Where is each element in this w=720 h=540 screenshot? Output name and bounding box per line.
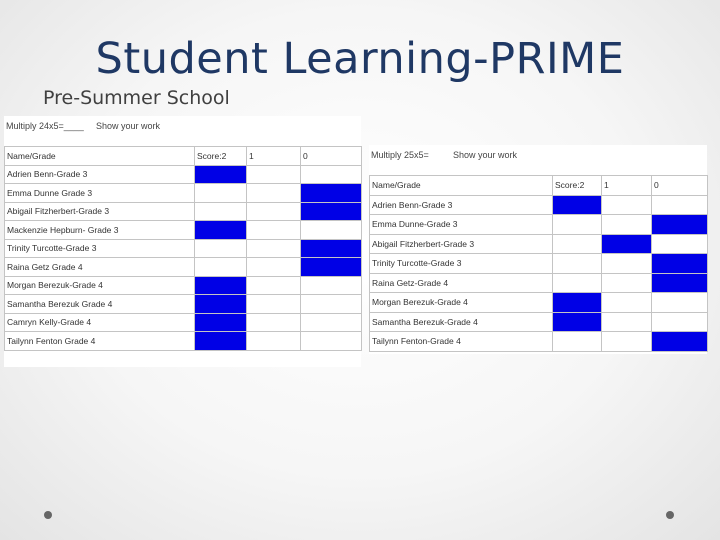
score-cell: [195, 295, 247, 314]
score-cell: [195, 276, 247, 295]
score-cell: [247, 313, 301, 332]
bullet-dot-right: [666, 511, 674, 519]
score-cell: [195, 202, 247, 221]
score-cell: [553, 293, 602, 313]
score-cell: [247, 202, 301, 221]
problem-text: Multiply 25x5=: [371, 150, 429, 160]
score-table-left: [4, 146, 362, 351]
table-row: [5, 332, 362, 351]
score-cell: [301, 239, 362, 258]
student-name: Adrien Benn-Grade 3: [5, 165, 195, 184]
student-name: Raina Getz Grade 4: [5, 258, 195, 277]
student-name: Trinity Turcotte-Grade 3: [370, 254, 553, 274]
table-row: [370, 215, 708, 235]
header-row: [5, 147, 362, 166]
score-cell: [652, 273, 708, 293]
student-name: Adrien Benn-Grade 3: [370, 195, 553, 215]
table-row: [370, 234, 708, 254]
score-cell: [195, 165, 247, 184]
table-row: [370, 312, 708, 332]
score-cell: [301, 295, 362, 314]
score-cell: [652, 195, 708, 215]
score-cell: [553, 234, 602, 254]
table-row: [370, 293, 708, 313]
score-cell: [301, 165, 362, 184]
header-row: [370, 176, 708, 196]
student-name: Abigail Fitzherbert-Grade 3: [5, 202, 195, 221]
table-row: [5, 276, 362, 295]
score-cell: [195, 332, 247, 351]
score-cell: [652, 293, 708, 313]
column-header: 1: [602, 176, 652, 196]
score-cell: [602, 234, 652, 254]
score-cell: [247, 295, 301, 314]
score-cell: [247, 165, 301, 184]
table-row: [5, 239, 362, 258]
slide-title: Student Learning-PRIME: [95, 34, 625, 84]
score-cell: [195, 313, 247, 332]
student-name: Raina Getz-Grade 4: [370, 273, 553, 293]
score-cell: [553, 312, 602, 332]
score-cell: [195, 184, 247, 203]
instruction-text: Show your work: [453, 150, 518, 160]
table-row: [370, 332, 708, 352]
score-cell: [602, 273, 652, 293]
score-cell: [301, 221, 362, 240]
student-name: Trinity Turcotte-Grade 3: [5, 239, 195, 258]
score-cell: [602, 332, 652, 352]
score-cell: [247, 184, 301, 203]
student-name: Tailynn Fenton-Grade 4: [370, 332, 553, 352]
score-cell: [195, 258, 247, 277]
score-cell: [652, 254, 708, 274]
table-row: [370, 273, 708, 293]
student-name: Morgan Berezuk-Grade 4: [5, 276, 195, 295]
score-cell: [301, 313, 362, 332]
score-cell: [602, 215, 652, 235]
score-cell: [553, 215, 602, 235]
score-cell: [602, 312, 652, 332]
score-cell: [301, 202, 362, 221]
score-cell: [247, 221, 301, 240]
sheet-prompt: [4, 116, 361, 146]
score-cell: [652, 312, 708, 332]
student-name: Tailynn Fenton Grade 4: [5, 332, 195, 351]
column-header: Name/Grade: [370, 176, 553, 196]
score-cell: [247, 239, 301, 258]
score-cell: [301, 276, 362, 295]
score-cell: [195, 239, 247, 258]
score-cell: [553, 254, 602, 274]
student-name: Emma Dunne-Grade 3: [370, 215, 553, 235]
table-row: [5, 184, 362, 203]
column-header: 0: [652, 176, 708, 196]
score-cell: [652, 332, 708, 352]
pre-test-sheet-right: [369, 145, 707, 354]
table-row: [370, 195, 708, 215]
score-cell: [553, 195, 602, 215]
student-name: Mackenzie Hepburn- Grade 3: [5, 221, 195, 240]
score-cell: [195, 221, 247, 240]
table-row: [5, 165, 362, 184]
student-name: Emma Dunne Grade 3: [5, 184, 195, 203]
problem-text: Multiply 24x5=____: [6, 121, 84, 131]
column-header: 0: [301, 147, 362, 166]
score-cell: [247, 276, 301, 295]
score-cell: [247, 258, 301, 277]
table-row: [5, 313, 362, 332]
column-header: Score:2: [553, 176, 602, 196]
student-name: Camryn Kelly-Grade 4: [5, 313, 195, 332]
student-name: Samantha Berezuk Grade 4: [5, 295, 195, 314]
bullet-dot-left: [44, 511, 52, 519]
slide-subtitle: Pre-Summer School: [43, 87, 230, 109]
score-cell: [301, 184, 362, 203]
sheet-prompt: [369, 145, 707, 175]
student-name: Abigail Fitzherbert-Grade 3: [370, 234, 553, 254]
column-header: 1: [247, 147, 301, 166]
score-cell: [602, 254, 652, 274]
instruction-text: Show your work: [96, 121, 161, 131]
score-cell: [553, 273, 602, 293]
table-row: [370, 254, 708, 274]
pre-test-sheet-left: [4, 116, 361, 367]
score-cell: [652, 215, 708, 235]
score-cell: [247, 332, 301, 351]
table-row: [5, 295, 362, 314]
column-header: Score:2: [195, 147, 247, 166]
score-cell: [301, 332, 362, 351]
score-cell: [602, 195, 652, 215]
score-cell: [301, 258, 362, 277]
score-cell: [602, 293, 652, 313]
table-row: [5, 221, 362, 240]
score-cell: [553, 332, 602, 352]
student-name: Morgan Berezuk-Grade 4: [370, 293, 553, 313]
score-cell: [652, 234, 708, 254]
table-row: [5, 202, 362, 221]
table-row: [5, 258, 362, 277]
score-table-right: [369, 175, 708, 352]
student-name: Samantha Berezuk-Grade 4: [370, 312, 553, 332]
column-header: Name/Grade: [5, 147, 195, 166]
